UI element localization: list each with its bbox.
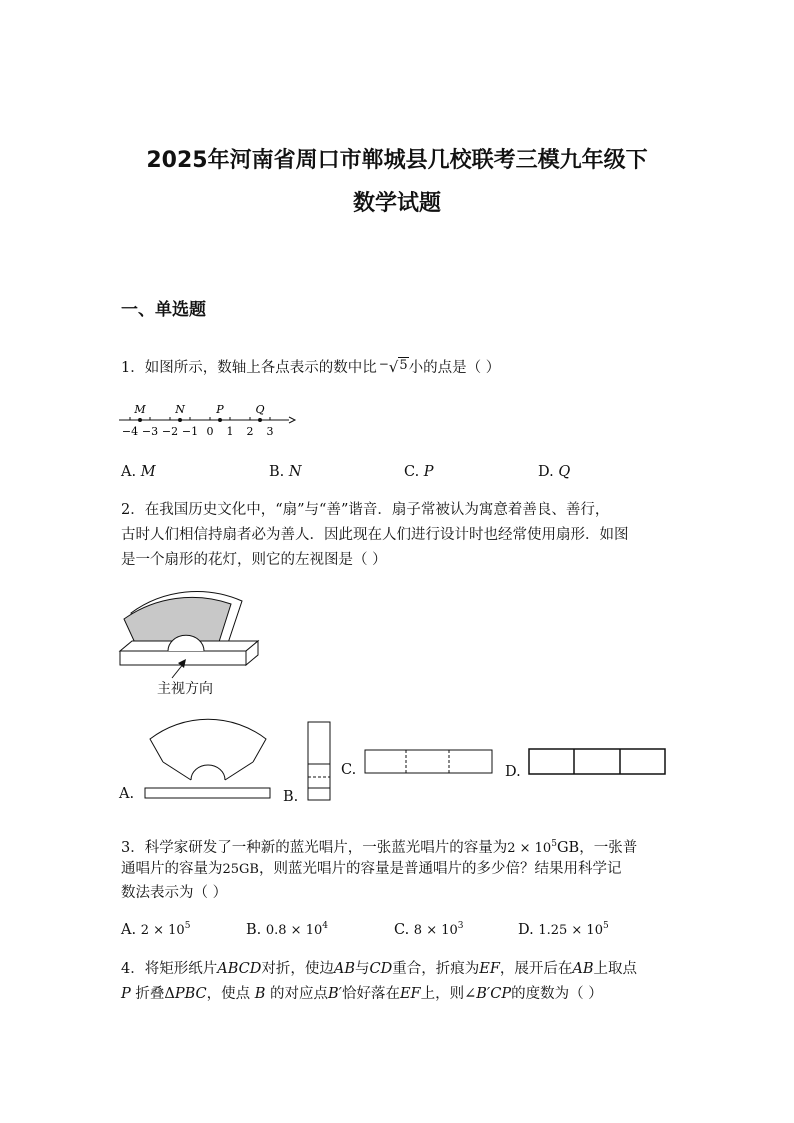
option-base: 1.25 × 10 — [538, 923, 603, 938]
option-key: D. — [518, 922, 534, 938]
option-key: A. — [121, 464, 137, 480]
page-title: 2025年河南省周口市郸城县几校联考三模九年级下 — [146, 148, 648, 173]
q3-exponent: 5 — [551, 839, 557, 849]
sqrt-icon: √ — [388, 358, 399, 376]
q4-math: ABCD — [217, 961, 262, 977]
point-Q — [258, 418, 262, 422]
q4-text: 折叠 — [135, 986, 165, 1002]
tick-label: −4 — [121, 425, 139, 438]
radicand: 5 — [399, 358, 408, 373]
q3-text: GB，一张普 — [556, 840, 638, 856]
q4-text: 上，则 — [420, 986, 465, 1002]
q3-option-a[interactable] — [121, 921, 190, 938]
q4-math: EF — [399, 986, 421, 1002]
option-exponent: 5 — [602, 921, 609, 931]
option-key: B. — [246, 922, 262, 938]
q4-text: 的对应点 — [270, 986, 329, 1002]
minus-sign: − — [378, 357, 389, 371]
option-key: D. — [538, 464, 554, 480]
q4-math: PBC — [174, 986, 207, 1002]
option-exponent: 3 — [457, 921, 464, 931]
option-value: N — [288, 464, 302, 480]
question-1-text-b: 小的点是（ ） — [408, 360, 501, 376]
tick-label: 0 — [206, 425, 214, 438]
q2-option-c[interactable]: C. — [341, 762, 357, 778]
q4-math: B′CP — [476, 986, 512, 1002]
point-label-M: M — [134, 403, 146, 416]
q3-text: 3．科学家研发了一种新的蓝光唱片，一张蓝光唱片的容量为 — [121, 840, 508, 856]
point-N — [178, 418, 182, 422]
q3-option-d[interactable] — [518, 921, 609, 938]
q1-option-b[interactable] — [269, 464, 302, 480]
q4-math: P — [121, 986, 131, 1002]
q4-math: CD — [369, 961, 393, 977]
question-2-line-1: 2．在我国历史文化中，“扇”与“善”谐音．扇子常被认为寓意着善良、善行， — [121, 502, 610, 518]
page-subtitle: 数学试题 — [352, 191, 441, 216]
question-4-line-2 — [121, 982, 603, 1006]
triangle-symbol: Δ — [164, 986, 175, 1002]
q4-text: ，展开后在 — [499, 961, 573, 977]
angle-symbol: ∠ — [464, 986, 477, 1002]
option-exponent: 4 — [322, 921, 328, 931]
q1-option-a[interactable] — [121, 464, 156, 480]
tick-label: −3 — [141, 425, 159, 438]
q2-option-b-figure[interactable] — [307, 720, 337, 802]
option-key: C. — [404, 464, 420, 480]
q2-option-b[interactable]: B. — [283, 789, 299, 805]
figure-label-view-direction: 主视方向 — [157, 681, 213, 697]
option-base: 8 × 10 — [413, 923, 458, 938]
point-label-P: P — [216, 403, 224, 416]
question-4-line-1 — [121, 957, 637, 981]
q4-text: 与 — [355, 961, 370, 977]
q4-math: EF — [479, 961, 500, 977]
question-2-line-2: 古时人们相信持扇者必为善人．因此现在人们进行设计时也经常使用扇形．如图 — [121, 527, 629, 543]
tick-label: −2 — [161, 425, 179, 438]
q4-text: 对折，使边 — [261, 961, 334, 977]
q2-option-a[interactable]: A. — [119, 786, 135, 802]
question-1-text-a: 1．如图所示，数轴上各点表示的数中比 — [121, 360, 377, 376]
option-base: 2 × 10 — [140, 923, 185, 938]
question-2-line-3: 是一个扇形的花灯，则它的左视图是（ ） — [121, 552, 387, 568]
q4-math: AB — [333, 961, 355, 977]
tick-label: 3 — [266, 425, 274, 438]
option-key: A. — [121, 922, 137, 938]
q3-option-c[interactable] — [394, 921, 464, 938]
q3-option-b[interactable] — [246, 921, 328, 938]
option-value: P — [423, 464, 434, 480]
q2-option-d[interactable]: D. — [505, 764, 521, 780]
point-label-N: N — [175, 403, 185, 416]
option-key: C. — [394, 922, 410, 938]
q3-text: 通唱片的容量为 — [121, 861, 223, 877]
option-exponent: 5 — [184, 921, 191, 931]
q4-math: B — [254, 986, 266, 1002]
question-3-line-2 — [121, 857, 621, 882]
q4-text: 重合，折痕为 — [392, 961, 480, 977]
q2-option-c-figure[interactable] — [364, 749, 496, 777]
point-label-Q: Q — [255, 403, 265, 416]
q4-math: B′ — [328, 986, 342, 1002]
section-title: 一、单选题 — [121, 300, 206, 320]
q1-option-c[interactable] — [404, 464, 434, 480]
q4-text: 4．将矩形纸片 — [121, 961, 218, 977]
tick-label: −1 — [181, 425, 199, 438]
q3-text: ，则蓝光唱片的容量是普通唱片的多少倍？结果用科学记 — [258, 861, 622, 877]
q3-math: 25GB — [222, 862, 259, 877]
tick-label: 1 — [226, 425, 234, 438]
q3-math: 2 × 10 — [507, 841, 552, 856]
q1-option-d[interactable] — [538, 464, 570, 480]
option-key: B. — [269, 464, 285, 480]
point-M — [138, 418, 142, 422]
q4-math: AB — [572, 961, 594, 977]
q2-option-a-figure[interactable] — [143, 722, 283, 802]
question-1 — [121, 352, 500, 380]
option-value: M — [140, 464, 156, 480]
tick-label: 2 — [246, 425, 254, 438]
q4-text: 恰好落在 — [341, 986, 400, 1002]
q4-text: 上取点 — [593, 961, 638, 977]
number-line — [115, 398, 315, 448]
question-3-line-3: 数法表示为（ ） — [121, 885, 228, 901]
q2-option-d-figure[interactable] — [528, 748, 668, 778]
point-P — [218, 418, 222, 422]
option-base: 0.8 × 10 — [265, 923, 323, 938]
option-value: Q — [558, 464, 571, 480]
q4-text: 的度数为（ ） — [511, 986, 603, 1002]
q4-text: ，使点 — [206, 986, 251, 1002]
arrow-icon — [289, 417, 295, 423]
